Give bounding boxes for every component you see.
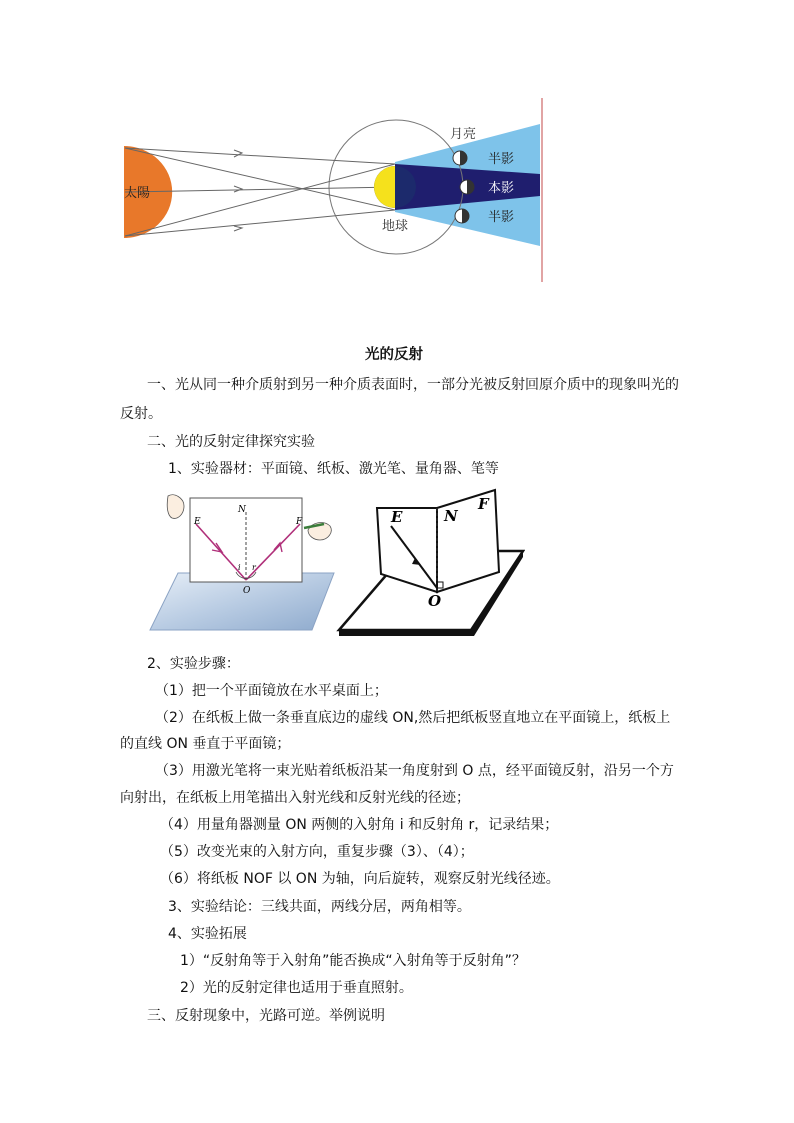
moon-middle: [460, 180, 474, 194]
conclusion: 3、实验结论：三线共面，两线分居，两角相等。: [168, 899, 471, 915]
label-i: i: [238, 563, 241, 572]
step-2-line-1: （2）在纸板上做一条垂直底边的虚线 ON,然后把纸板竖直地立在平面镜上，纸板上: [155, 710, 671, 726]
label-f: F: [296, 517, 303, 527]
step-3-line-1: （3）用激光笔将一束光贴着纸板沿某一角度射到 O 点，经平面镜反射，沿另一个方: [155, 763, 674, 779]
label-o-3d: O: [428, 592, 442, 610]
left-experiment-figure: [148, 488, 338, 634]
sun-label: 太陽: [124, 186, 151, 201]
step-2-line-2: 的直线 ON 垂直于平面镜；: [120, 736, 291, 752]
label-f-3d: F: [478, 495, 489, 513]
label-e: E: [194, 517, 201, 527]
extension-item-1: 1）“反射角等于入射角”能否换成“入射角等于反射角”？: [180, 953, 526, 969]
moon-label: 月亮: [450, 127, 477, 142]
section-2-heading: 二、光的反射定律探究实验: [147, 434, 315, 450]
step-3-line-2: 向射出，在纸板上用笔描出入射光线和反射光线的径迹；: [120, 790, 470, 806]
penumbra-bottom-label: 半影: [488, 210, 515, 225]
label-o: O: [243, 586, 251, 596]
extension-item-2: 2）光的反射定律也适用于垂直照射。: [180, 980, 413, 996]
right-experiment-figure: [335, 488, 525, 638]
moon-bottom: [455, 209, 469, 223]
left-hand-icon: [167, 495, 184, 519]
label-n: N: [238, 505, 246, 515]
penumbra-top-label: 半影: [488, 152, 515, 167]
paragraph-1-line-1: 一、光从同一种介质射到另一种介质表面时，一部分光被反射回原介质中的现象叫光的: [147, 377, 679, 393]
extension-heading: 4、实验拓展: [168, 926, 247, 942]
step-1: （1）把一个平面镜放在水平桌面上；: [155, 683, 388, 699]
earth-day: [374, 166, 395, 208]
step-6: （6）将纸板 NOF 以 ON 为轴，向后旋转，观察反射光线径迹。: [160, 871, 560, 887]
steps-heading: 2、实验步骤：: [147, 656, 240, 672]
section-3-heading: 三、反射现象中，光路可逆。举例说明: [147, 1008, 385, 1024]
ray-arrows: [234, 150, 242, 231]
equipment-line: 1、实验器材：平面镜、纸板、激光笔、量角器、笔等: [168, 461, 499, 477]
step-4: （4）用量角器测量 ON 两侧的入射角 i 和反射角 r，记录结果；: [160, 817, 559, 833]
eclipse-diagram: [110, 90, 550, 290]
earth-label: 地球: [382, 219, 409, 234]
step-5: （5）改变光束的入射方向，重复步骤（3）、（4）；: [160, 844, 474, 860]
umbra-label: 本影: [488, 181, 515, 196]
moon-top: [453, 151, 467, 165]
paragraph-1-line-2: 反射。: [120, 406, 162, 422]
page-title: 光的反射: [365, 347, 423, 363]
label-e-3d: E: [391, 508, 403, 526]
label-r: r: [252, 563, 256, 572]
label-n-3d: N: [444, 507, 458, 525]
